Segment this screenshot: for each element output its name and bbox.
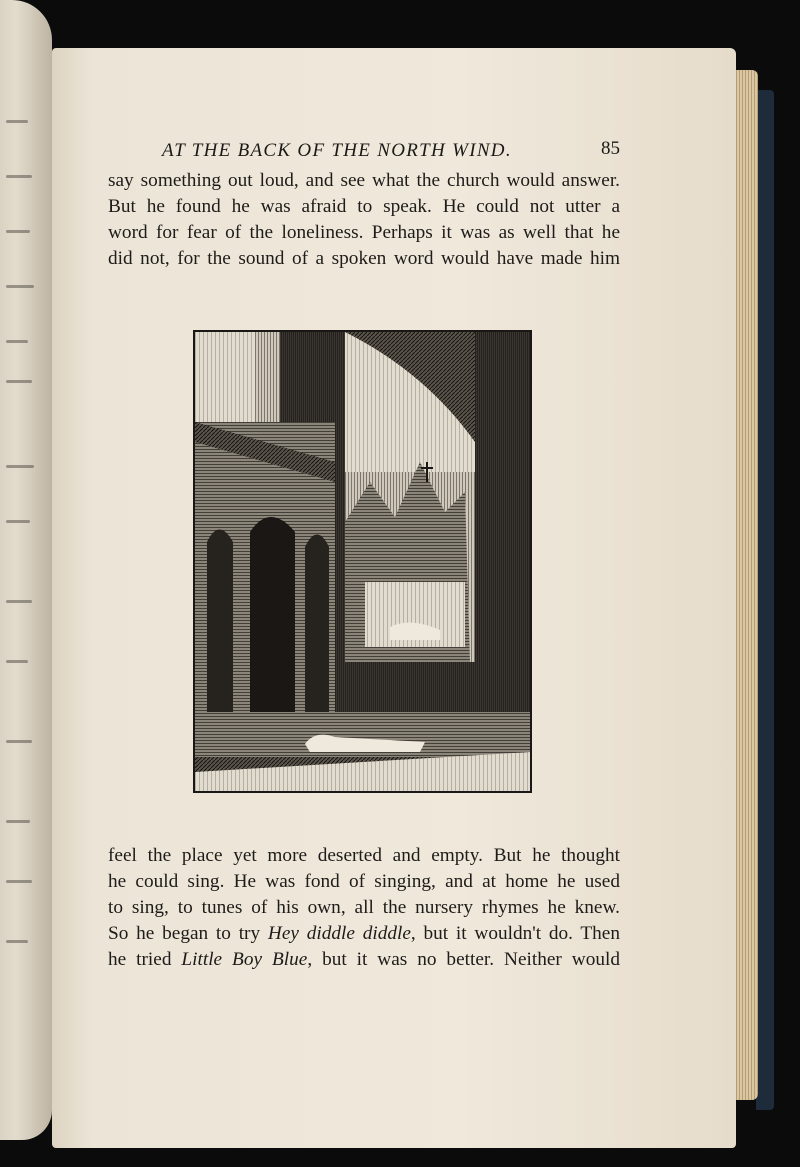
- text-line: [108, 869, 620, 895]
- left-page-edge: [0, 0, 52, 1140]
- left-page-text-fragment: [6, 880, 32, 883]
- text-line: [108, 843, 620, 869]
- left-page-text-fragment: [6, 520, 30, 523]
- italic-title-little-boy-blue: Little Boy Blue: [181, 949, 308, 970]
- text-run: , but it was no better. Neither would: [307, 949, 620, 970]
- text-run: to sing, to tunes of his own, all the nursery rhymes he knew.: [108, 897, 620, 918]
- left-page-text-fragment: [6, 740, 32, 743]
- page-number: 85: [601, 138, 620, 159]
- text-line: did not, for the sound of a spoken word would have made him: [108, 248, 620, 269]
- engraving-illustration: [193, 330, 532, 793]
- text-line: say something out loud, and see what the church would answer.: [108, 170, 620, 191]
- text-run: So he began to try: [108, 923, 268, 944]
- left-page-text-fragment: [6, 380, 32, 383]
- text-line: [108, 921, 620, 947]
- paragraph-bottom: [108, 843, 620, 973]
- church-interior-engraving: [195, 332, 530, 791]
- left-page-text-fragment: [6, 940, 28, 943]
- left-page-text-fragment: [6, 120, 28, 123]
- book-cover: [756, 90, 774, 1110]
- paragraph-top: [108, 168, 620, 272]
- italic-title-hey-diddle-diddle: Hey diddle diddle: [267, 923, 411, 944]
- text-line: [108, 947, 620, 973]
- text-line: But he found he was afraid to speak. He could not utter a: [108, 196, 620, 217]
- left-page-text-fragment: [6, 285, 34, 288]
- left-page-text-fragment: [6, 230, 30, 233]
- text-run: he could sing. He was fond of singing, and at home he used: [108, 871, 620, 892]
- running-head: [110, 140, 620, 166]
- left-page-text-fragment: [6, 465, 34, 468]
- left-page-text-fragment: [6, 175, 32, 178]
- left-page-text-fragment: [6, 600, 32, 603]
- running-title: AT THE BACK OF THE NORTH WIND.: [162, 140, 512, 161]
- text-line: [108, 895, 620, 921]
- text-run: feel the place yet more deserted and empty. But he thought: [108, 845, 620, 866]
- left-page-text-fragment: [6, 820, 30, 823]
- text-line: word for fear of the loneliness. Perhaps it was as well that he: [108, 222, 620, 243]
- text-run: , but it wouldn't do. Then: [410, 923, 620, 944]
- text-run: he tried: [108, 949, 182, 970]
- left-page-text-fragment: [6, 660, 28, 663]
- left-page-text-fragment: [6, 340, 28, 343]
